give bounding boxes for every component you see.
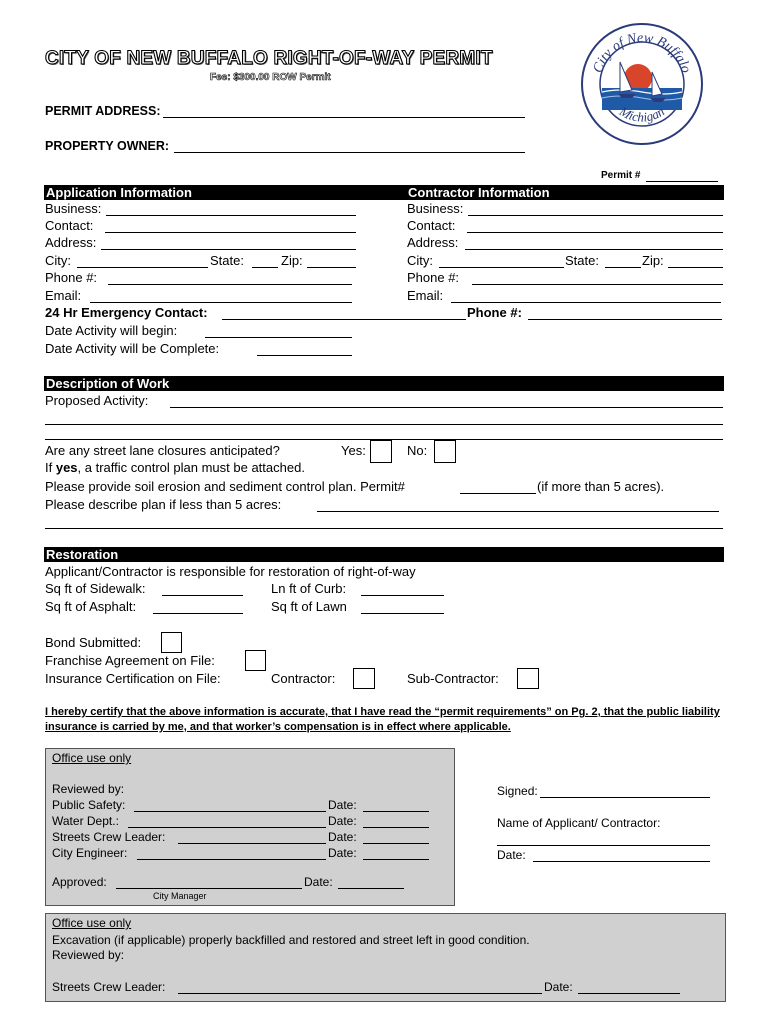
excavation-note: Excavation (if applicable) properly backfilled and restored and street left in good condition.	[52, 933, 530, 947]
form-title: CITY OF NEW BUFFALO RIGHT-OF-WAY PERMIT	[45, 48, 493, 69]
lawn-label: Sq ft of Lawn	[271, 599, 347, 614]
insurance-label: Insurance Certification on File:	[45, 671, 221, 686]
water-dept-field[interactable]	[128, 827, 326, 828]
traffic-plan-note: If yes, a traffic control plan must be attached.	[45, 460, 305, 475]
permit-number-field[interactable]	[646, 181, 718, 182]
city-engineer-field[interactable]	[137, 859, 326, 860]
property-owner-label: PROPERTY OWNER:	[45, 139, 170, 153]
signature-date-field[interactable]	[533, 861, 710, 862]
restoration-heading: Restoration	[44, 547, 724, 562]
app-zip-label: Zip:	[281, 253, 303, 268]
con-zip-field[interactable]	[668, 267, 723, 268]
restoration-responsibility: Applicant/Contractor is responsible for restoration of right-of-way	[45, 564, 416, 579]
app-email-label: Email:	[45, 288, 82, 303]
closures-yes-checkbox[interactable]	[370, 440, 392, 463]
app-phone-label: Phone #:	[45, 270, 98, 285]
applicant-name-label: Name of Applicant/ Contractor:	[497, 816, 661, 830]
approved-date-label: Date:	[304, 875, 333, 889]
insurance-subcontractor-checkbox[interactable]	[517, 668, 539, 689]
streets-crew-field[interactable]	[178, 843, 326, 844]
app-state-field[interactable]	[252, 267, 278, 268]
app-contact-field[interactable]	[105, 232, 356, 233]
franchise-label: Franchise Agreement on File:	[45, 653, 215, 668]
curb-label: Ln ft of Curb:	[271, 581, 347, 596]
closures-no-checkbox[interactable]	[434, 440, 456, 463]
public-safety-label: Public Safety:	[52, 798, 126, 812]
con-city-label: City:	[407, 253, 433, 268]
city-engineer-date-field[interactable]	[363, 859, 429, 860]
describe-plan-label: Please describe plan if less than 5 acres:	[45, 497, 282, 512]
date-begin-field[interactable]	[205, 337, 352, 338]
app-email-field[interactable]	[90, 302, 352, 303]
app-city-field[interactable]	[77, 267, 208, 268]
streets-crew-date-field-2[interactable]	[578, 993, 680, 994]
seal-text-bottom: Michigan	[617, 103, 667, 125]
app-business-field[interactable]	[106, 215, 356, 216]
soil-permit-number-field[interactable]	[460, 493, 536, 494]
date-begin-label: Date Activity will begin:	[45, 323, 178, 338]
insurance-contractor-label: Contractor:	[271, 671, 336, 686]
con-phone-label: Phone #:	[407, 270, 460, 285]
app-address-label: Address:	[45, 235, 97, 250]
city-manager-caption: City Manager	[153, 891, 207, 901]
con-address-field[interactable]	[465, 249, 723, 250]
app-zip-field[interactable]	[307, 267, 356, 268]
water-dept-label: Water Dept.:	[52, 814, 119, 828]
streets-crew-label: Streets Crew Leader:	[52, 830, 166, 844]
closures-yes-label: Yes:	[341, 443, 366, 458]
con-zip-label: Zip:	[642, 253, 664, 268]
work-heading: Description of Work	[44, 376, 724, 391]
permit-address-field[interactable]	[163, 117, 525, 118]
public-safety-date-label: Date:	[328, 798, 357, 812]
application-info-heading: Application Information	[46, 185, 192, 200]
office-use-heading-2: Office use only	[52, 916, 132, 930]
streets-crew-date-label-2: Date:	[544, 980, 573, 994]
proposed-activity-label: Proposed Activity:	[45, 393, 149, 408]
asphalt-field[interactable]	[153, 613, 243, 614]
streets-crew-label-2: Streets Crew Leader:	[52, 980, 166, 994]
approved-label: Approved:	[52, 875, 107, 889]
date-complete-field[interactable]	[257, 355, 352, 356]
fee-text: Fee: $300.00 ROW Permit	[210, 72, 331, 83]
app-city-label: City:	[45, 253, 71, 268]
water-dept-date-label: Date:	[328, 814, 357, 828]
con-phone-field[interactable]	[472, 284, 723, 285]
streets-crew-field-2[interactable]	[178, 993, 542, 994]
signed-label: Signed:	[497, 784, 538, 798]
city-engineer-label: City Engineer:	[52, 846, 128, 860]
con-email-field[interactable]	[451, 302, 721, 303]
emergency-contact-label: 24 Hr Emergency Contact:	[45, 305, 208, 320]
soil-plan-note: (if more than 5 acres).	[537, 479, 665, 494]
con-contact-label: Contact:	[407, 218, 456, 233]
con-business-field[interactable]	[468, 215, 723, 216]
water-dept-date-field[interactable]	[363, 827, 429, 828]
curb-field[interactable]	[361, 595, 444, 596]
franchise-checkbox[interactable]	[245, 650, 266, 671]
approved-date-field[interactable]	[338, 888, 404, 889]
describe-plan-line-2[interactable]	[45, 528, 723, 529]
contractor-info-heading: Contractor Information	[408, 185, 550, 200]
app-address-field[interactable]	[101, 249, 356, 250]
closures-no-label: No:	[407, 443, 428, 458]
con-state-field[interactable]	[605, 267, 641, 268]
asphalt-label: Sq ft of Asphalt:	[45, 599, 137, 614]
info-heading-bar	[44, 185, 724, 200]
insurance-subcontractor-label: Sub-Contractor:	[407, 671, 499, 686]
permit-number-label: Permit #	[601, 170, 641, 181]
insurance-contractor-checkbox[interactable]	[353, 668, 375, 689]
reviewed-by-label-2: Reviewed by:	[52, 948, 125, 962]
con-email-label: Email:	[407, 288, 444, 303]
con-contact-field[interactable]	[467, 232, 723, 233]
app-state-label: State:	[210, 253, 244, 268]
describe-plan-field[interactable]	[317, 511, 719, 512]
office-use-heading: Office use only	[52, 751, 132, 765]
proposed-activity-line-2[interactable]	[45, 424, 723, 425]
seal-text-top: City of New Buffalo	[590, 30, 694, 75]
app-business-label: Business:	[45, 201, 102, 216]
public-safety-field[interactable]	[134, 811, 326, 812]
date-complete-label: Date Activity will be Complete:	[45, 341, 220, 356]
proposed-activity-field[interactable]	[170, 407, 723, 408]
con-city-field[interactable]	[439, 267, 564, 268]
signature-date-label: Date:	[497, 848, 526, 862]
emergency-contact-field[interactable]	[222, 319, 466, 320]
emergency-phone-label: Phone #:	[467, 305, 522, 320]
city-seal-logo	[580, 22, 704, 146]
certification-statement: I hereby certify that the above information is accurate, that I have read the “permit requirements” on Pg. 2, that the public liability insurance is carried by me, and that worker’s compensation is in effect where applicable.	[45, 706, 720, 733]
app-phone-field[interactable]	[108, 284, 352, 285]
permit-address-label: PERMIT ADDRESS:	[45, 104, 161, 118]
reviewed-by-label: Reviewed by:	[52, 782, 125, 796]
con-state-label: State:	[565, 253, 599, 268]
sidewalk-label: Sq ft of Sidewalk:	[45, 581, 146, 596]
city-engineer-date-label: Date:	[328, 846, 357, 860]
approved-field[interactable]	[116, 888, 302, 889]
app-contact-label: Contact:	[45, 218, 94, 233]
soil-plan-label: Please provide soil erosion and sediment control plan. Permit#	[45, 479, 405, 494]
property-owner-field[interactable]	[174, 152, 525, 153]
bond-label: Bond Submitted:	[45, 635, 142, 650]
streets-crew-date-label: Date:	[328, 830, 357, 844]
lawn-field[interactable]	[361, 613, 444, 614]
closures-question: Are any street lane closures anticipated?	[45, 443, 280, 458]
signed-field[interactable]	[540, 797, 710, 798]
sidewalk-field[interactable]	[162, 595, 243, 596]
streets-crew-date-field[interactable]	[363, 843, 429, 844]
applicant-name-field[interactable]	[497, 845, 710, 846]
con-business-label: Business:	[407, 201, 464, 216]
emergency-phone-field[interactable]	[528, 319, 722, 320]
con-address-label: Address:	[407, 235, 459, 250]
public-safety-date-field[interactable]	[363, 811, 429, 812]
bond-checkbox[interactable]	[161, 632, 182, 653]
